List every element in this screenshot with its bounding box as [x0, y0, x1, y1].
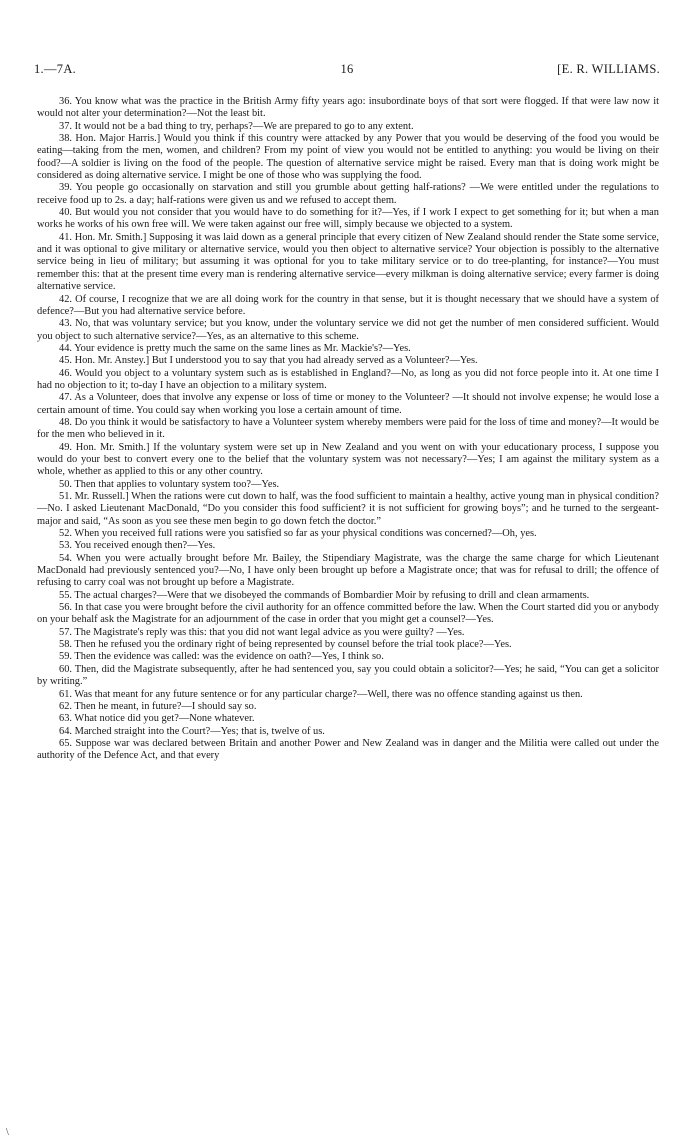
paragraph-45: 45. Hon. Mr. Anstey.] But I understood you to say that you had already served as a Volunteer?—Yes.	[59, 355, 478, 367]
paragraph-46: 46. Would you object to a voluntary system such as is established in England?—No, as long as you did not force people into it. At one time I had no objection to it; to-day I have an objection to a military system.	[37, 367, 659, 391]
paragraph-52: 52. When you received full rations were you satisfied so far as your physical conditions was concerned?—Oh, yes.	[59, 528, 537, 540]
witness-name: [E. R. WILLIAMS.	[557, 62, 660, 76]
margin-mark: \	[6, 1127, 9, 1138]
paragraph-65: 65. Suppose war was declared between Britain and another Power and New Zealand was in danger and the Militia were called out under the authority of the Defence Act, and that every	[37, 737, 659, 762]
paragraph-37: 37. It would not be a bad thing to try, perhaps?—We are prepared to go to any extent.	[59, 120, 414, 132]
paragraph-53: 53. You received enough then?—Yes.	[59, 540, 216, 552]
paragraph-39: 39. You people go occasionally on starvation and still you grumble about getting half-rations? —We were entitled under the regulations to receive food up to 2s. a day; half-rations were given us and we refused to accept them.	[37, 182, 659, 206]
paragraph-36: 36. You know what was the practice in the British Army fifty years ago: insubordinate boys of that sort were flogged. If that were law now it would not alter your determination?—Not the least bit.	[37, 96, 659, 120]
paragraph-55: 55. The actual charges?—Were that we disobeyed the commands of Bombardier Moir by refusing to drill and clean armaments.	[59, 589, 590, 601]
page-number: 16	[340, 62, 354, 76]
paragraph-49: 49. Hon. Mr. Smith.] If the voluntary system were set up in New Zealand and you went on with your educationary process, I suppose you would do your best to convert every one to the belief that the voluntary system was not necessary?—Yes; I am against the military system as a whole, whether as applied to this or any other country.	[37, 441, 659, 478]
paragraph-61: 61. Was that meant for any future sentence or for any particular charge?—Well, there was no offence standing against us then.	[59, 688, 583, 700]
paragraph-57: 57. The Magistrate's reply was this: that you did not want legal advice as you were guilty? —Yes.	[59, 626, 465, 638]
paragraph-41: 41. Hon. Mr. Smith.] Supposing it was laid down as a general principle that every citizen of New Zealand should render the State some service, and it was optional to give military or alternative service, would you then object to alternative service? Your objection is possibly to the alternative service being in lieu of military; but assuming it was optional for you to take military service or to do tree-planting, for instance?—You must remember this: that at the present time every man is rendering alternative service—every milkman is doing alternative service; every farmer is doing alternative service.	[37, 231, 659, 293]
paragraph-62: 62. Then he meant, in future?—I should say so.	[59, 700, 257, 712]
paragraph-40: 40. But would you not consider that you would have to do something for it?—Yes, if I work I expect to get something for it; but when a man works he works of his own free will. We were taken against our free will, simply because we objected to a system.	[37, 207, 659, 231]
paragraph-60: 60. Then, did the Magistrate subsequently, after he had sentenced you, say you could obtain a solicitor?—Yes; he said, “You can get a solicitor by writing.”	[37, 663, 659, 688]
paragraph-56: 56. In that case you were brought before the civil authority for an offence committed before the law. When the Court started did you or anybody on your behalf ask the Magistrate for an adjournment of the case in order that you might get a counsel?—Yes.	[37, 602, 659, 626]
paragraph-58: 58. Then he refused you the ordinary right of being represented by counsel before the trial took place?—Yes.	[59, 639, 512, 651]
paragraph-48: 48. Do you think it would be satisfactory to have a Volunteer system whereby members were paid for the loss of time and money?—It would be for the men who believed in it.	[37, 416, 659, 441]
paragraph-51: 51. Mr. Russell.] When the rations were cut down to half, was the food sufficient to maintain a healthy, active young man in physical condition?—No. I asked Lieutenant MacDonald, “Do you consider this food sufficient? it is not sufficient for growing boys”; and he turned to the sergeant-major and said, “As soon as you see these men begin to go down fetch the doctor.”	[37, 491, 659, 527]
paragraph-44: 44. Your evidence is pretty much the same on the same lines as Mr. Mackie's?—Yes.	[59, 342, 411, 354]
paragraph-47: 47. As a Volunteer, does that involve any expense or loss of time or money to the Volunteer? —It should not involve expense; he would lose a certain amount of time. You could say when working you lose a certain amount of time.	[37, 392, 659, 416]
paragraph-50: 50. Then that applies to voluntary system too?—Yes.	[59, 478, 280, 490]
document-reference: 1.—7A.	[34, 62, 77, 76]
paragraph-63: 63. What notice did you get?—None whatever.	[59, 713, 255, 725]
paragraph-64: 64. Marched straight into the Court?—Yes; that is, twelve of us.	[59, 725, 325, 737]
paragraph-59: 59. Then the evidence was called: was the evidence on oath?—Yes, I think so.	[59, 651, 384, 663]
paragraph-43: 43. No, that was voluntary service; but you know, under the voluntary service we did not get the number of men considered sufficient. Would you object to such alternative service?—Yes, as an alternative to this scheme.	[37, 318, 659, 342]
paragraph-54: 54. When you were actually brought before Mr. Bailey, the Stipendiary Magistrate, was the charge the same charge for which Lieutenant MacDonald had previously sentenced you?—No, I have only been brought up before a Magistrate once; that was for refusal to drill; the offence of refusing to carry coal was not brought up before a Magistrate.	[37, 552, 659, 589]
paragraph-42: 42. Of course, I recognize that we are all doing work for the country in that sense, but it is thought necessary that we should have a system of defence?—But you had alternative service before.	[37, 293, 659, 317]
page-header	[34, 62, 660, 78]
paragraph-38: 38. Hon. Major Harris.] Would you think if this country were attacked by any Power that you would be deserving of the food you would be eating—taking from the men, women, and children? From my point of view you would not be entitled to anything: you would be living on their food?—A soldier is living on the food of the people. The question of alternative service might be raised. Every man that is doing work might be considered as doing alternative service. I might be one of those who was supplying the food.	[37, 133, 659, 182]
testimony-body	[37, 96, 659, 763]
